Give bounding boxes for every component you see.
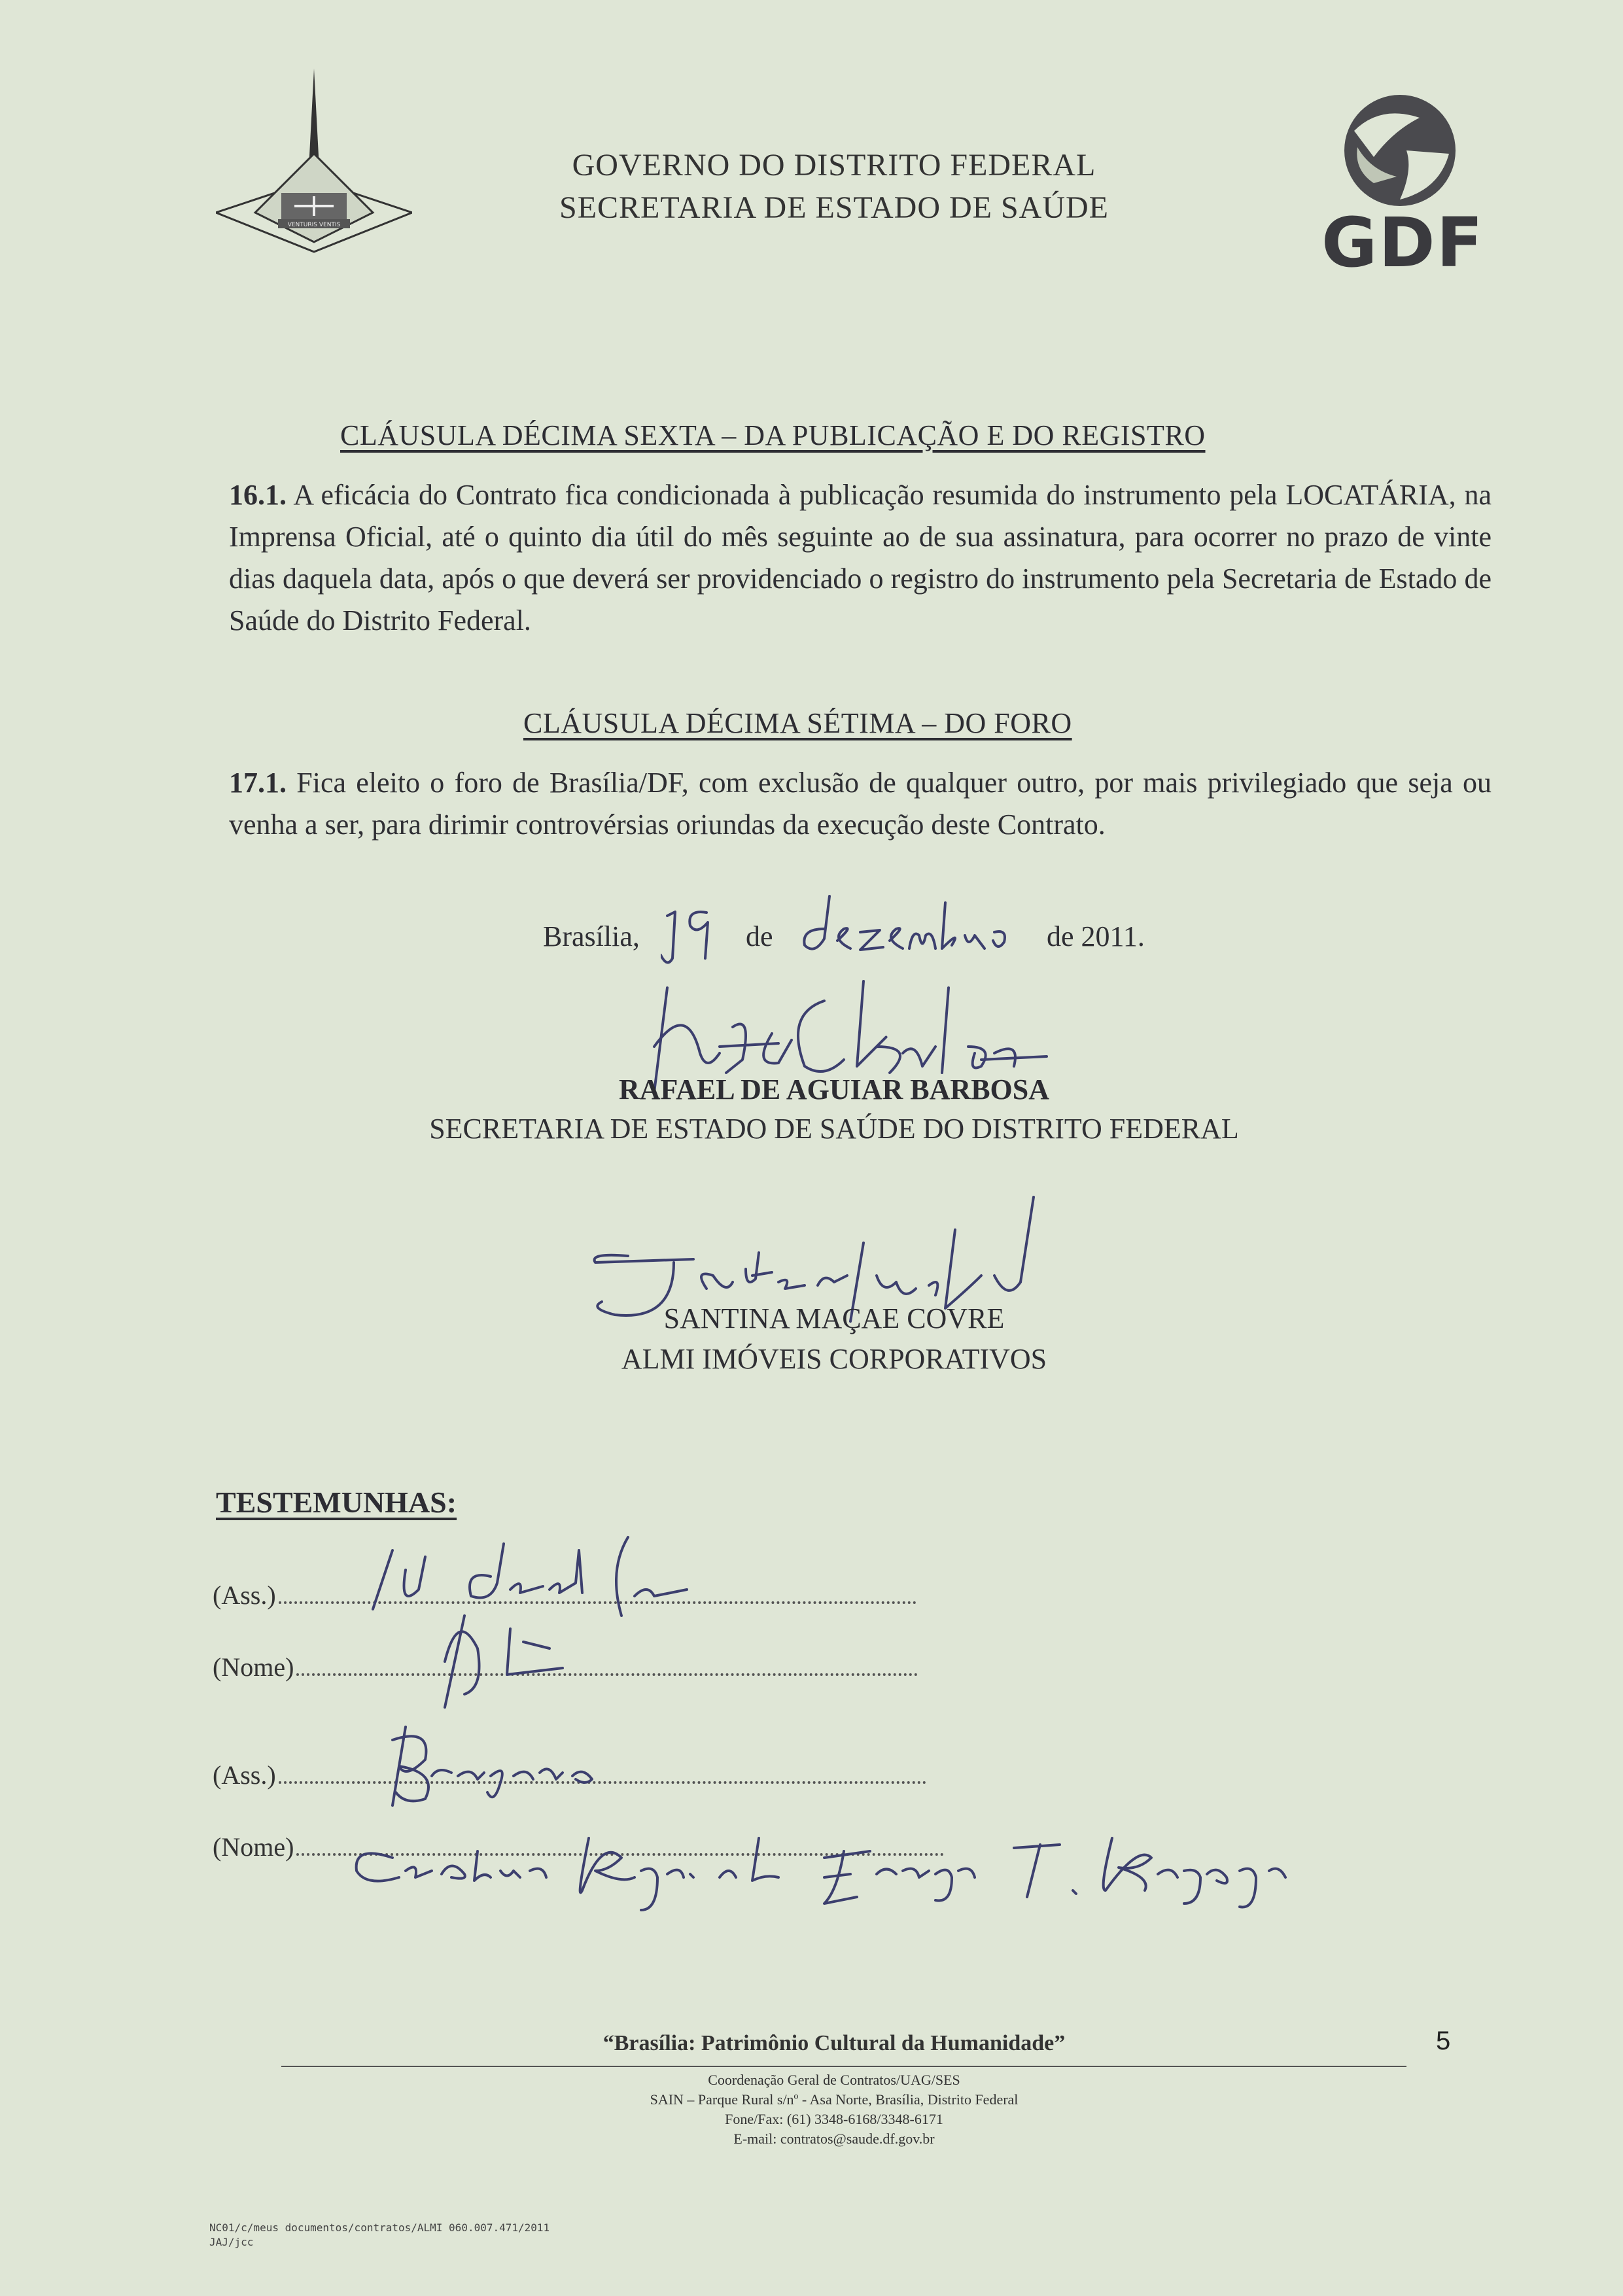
footer-line-1: Coordenação Geral de Contratos/UAG/SES (708, 2072, 960, 2088)
clause-17-text: Fica eleito o foro de Brasília/DF, com exclusão de qualquer outro, por mais privilegiado que seja ou venha a ser, para dirimir controvérsias oriundas da execução deste Contrato. (229, 767, 1492, 841)
clause-17-number: 17.1. (229, 767, 287, 799)
date-de: de (746, 920, 773, 952)
witnesses-title: TESTEMUNHAS: (216, 1486, 457, 1519)
header-line-1: GOVERNO DO DISTRITO FEDERAL (572, 148, 1096, 183)
witness-2-ass-label: (Ass.) (213, 1760, 276, 1790)
signatory-2-role: ALMI IMÓVEIS CORPORATIVOS (621, 1343, 1047, 1375)
witness-1-signature-image (347, 1531, 805, 1727)
clause-17-paragraph (229, 762, 1492, 846)
signatory-2-name: SANTINA MAÇAE COVRE (663, 1302, 1005, 1334)
gdf-crest-icon (216, 62, 412, 258)
witness-2-name-label: (Nome) (213, 1832, 294, 1862)
witness-1-ass-label: (Ass.) (213, 1580, 276, 1610)
clause-16-title: CLÁUSULA DÉCIMA SEXTA – DA PUBLICAÇÃO E DO REGISTRO (340, 419, 1206, 451)
footer-line-4: E-mail: contratos@saude.df.gov.br (733, 2131, 935, 2147)
clause-16-number: 16.1. (229, 479, 287, 511)
page-number: 5 (1436, 2026, 1451, 2055)
header-line-2: SECRETARIA DE ESTADO DE SAÚDE (559, 190, 1109, 225)
clause-16-text: A eficácia do Contrato fica condicionada à publicação resumida do instrumento pela LOCATÁRIA, na Imprensa Oficial, até o quinto dia útil do mês seguinte ao de sua assinatura, para ocorrer no prazo de vinte dias daquela data, após o que deverá ser providenciado o registro do instrumento pela Secretaria de Estado de Saúde do Distrito Federal. (229, 479, 1492, 636)
clause-16-paragraph (229, 474, 1492, 642)
handwritten-day (661, 896, 720, 968)
footer-motto: “Brasília: Patrimônio Cultural da Humanidade” (602, 2031, 1066, 2055)
witness-2-signature-image (366, 1714, 667, 1812)
clause-17-title: CLÁUSULA DÉCIMA SÉTIMA – DO FORO (523, 707, 1072, 739)
footer-address (458, 2070, 1210, 2149)
signatory-1-name: RAFAEL DE AGUIAR BARBOSA (618, 1073, 1050, 1105)
handwritten-month (798, 890, 1040, 962)
footer-divider (281, 2066, 1406, 2067)
crest-motto: VENTURIS VENTIS (287, 222, 341, 228)
date-city: Brasília, (543, 920, 640, 952)
initials: JAJ/jcc (209, 2236, 254, 2248)
witness-1-name-label: (Nome) (213, 1652, 294, 1682)
signatory-1-role: SECRETARIA DE ESTADO DE SAÚDE DO DISTRITO FEDERAL (429, 1113, 1239, 1145)
footer-line-3: Fone/Fax: (61) 3348-6168/3348-6171 (725, 2111, 943, 2127)
footer-line-2: SAIN – Parque Rural s/nº - Asa Norte, Brasília, Distrito Federal (650, 2091, 1019, 2108)
file-ref: NC01/c/meus documentos/contratos/ALMI 060.007.471/2011 (209, 2221, 550, 2234)
date-year: de 2011. (1047, 920, 1145, 952)
witness-2-handwritten-name-image (327, 1812, 1308, 1917)
gdf-logo-text: GDF (1321, 203, 1484, 283)
footer-file-ref (209, 2221, 550, 2250)
